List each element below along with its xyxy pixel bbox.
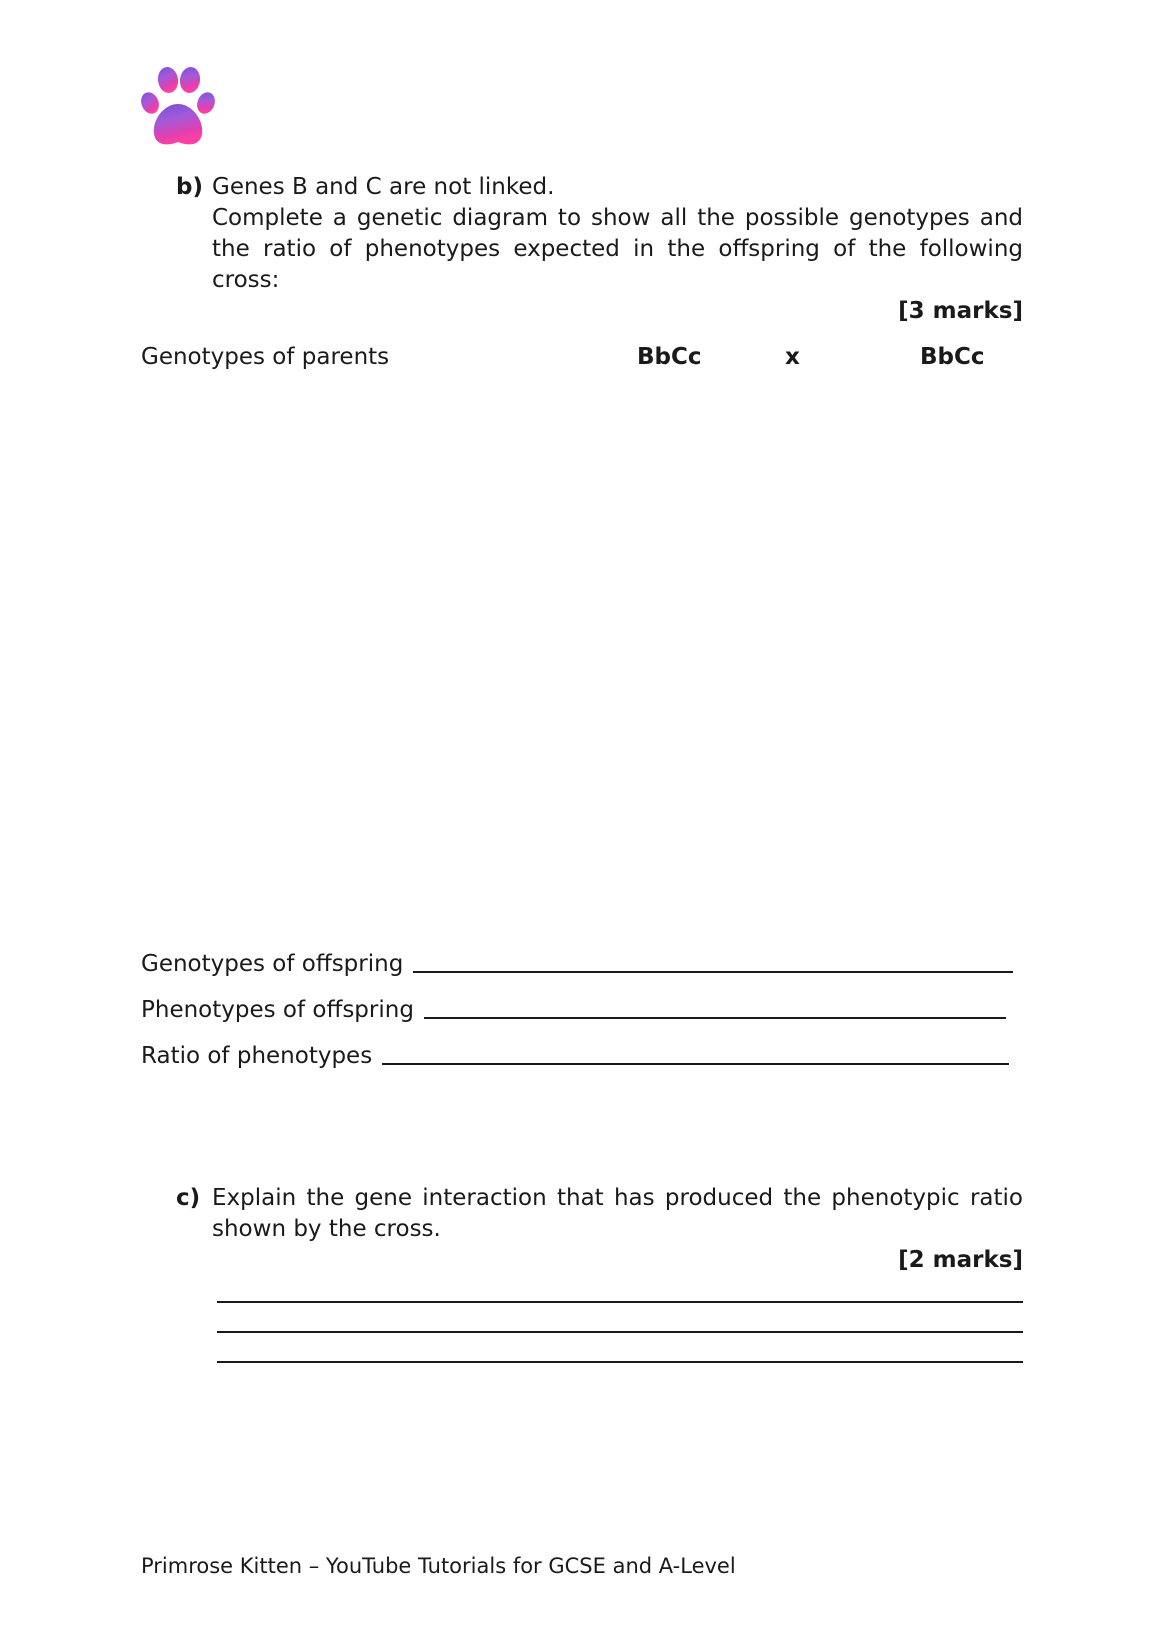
footer-text: Primrose Kitten – YouTube Tutorials for GCSE and A-Level — [141, 1554, 736, 1578]
ratio-of-phenotypes-answer-line[interactable] — [382, 1041, 1009, 1065]
offspring-phenotypes-row — [141, 993, 1006, 1026]
question-c-answer-line-3[interactable] — [217, 1361, 1023, 1363]
offspring-genotypes-label: Genotypes of offspring — [141, 951, 404, 977]
question-b-label: b) — [176, 174, 203, 200]
question-b-line-1: Genes B and C are not linked. — [212, 174, 555, 200]
parent-2-genotype: BbCc — [920, 344, 985, 370]
question-b-line-4: cross: — [212, 267, 280, 293]
cross-symbol: x — [785, 344, 800, 370]
question-b-line-2: Complete a genetic diagram to show all the possible genotypes and — [212, 205, 1023, 231]
question-c-answer-line-2[interactable] — [217, 1331, 1023, 1333]
question-b-line-3: the ratio of phenotypes expected in the offspring of the following — [212, 236, 1023, 262]
question-b-marks: [3 marks] — [898, 298, 1023, 324]
offspring-phenotypes-answer-line[interactable] — [424, 995, 1006, 1019]
question-c-line-2: shown by the cross. — [212, 1216, 441, 1242]
offspring-phenotypes-label: Phenotypes of offspring — [141, 997, 414, 1023]
question-c-text — [212, 1183, 1023, 1245]
question-c-answer-line-1[interactable] — [217, 1301, 1023, 1303]
question-b-text — [212, 172, 1023, 296]
parent-1-genotype: BbCc — [637, 344, 702, 370]
offspring-genotypes-answer-line[interactable] — [413, 949, 1013, 973]
offspring-genotypes-row — [141, 947, 1013, 980]
parents-genotypes-label: Genotypes of parents — [141, 344, 390, 370]
ratio-of-phenotypes-label: Ratio of phenotypes — [141, 1043, 373, 1069]
question-c-line-1: Explain the gene interaction that has produced the phenotypic ratio — [212, 1185, 1023, 1211]
question-c-label: c) — [176, 1185, 201, 1211]
question-c-marks: [2 marks] — [898, 1247, 1023, 1273]
ratio-of-phenotypes-row — [141, 1039, 1009, 1072]
paw-print-icon — [140, 66, 216, 152]
